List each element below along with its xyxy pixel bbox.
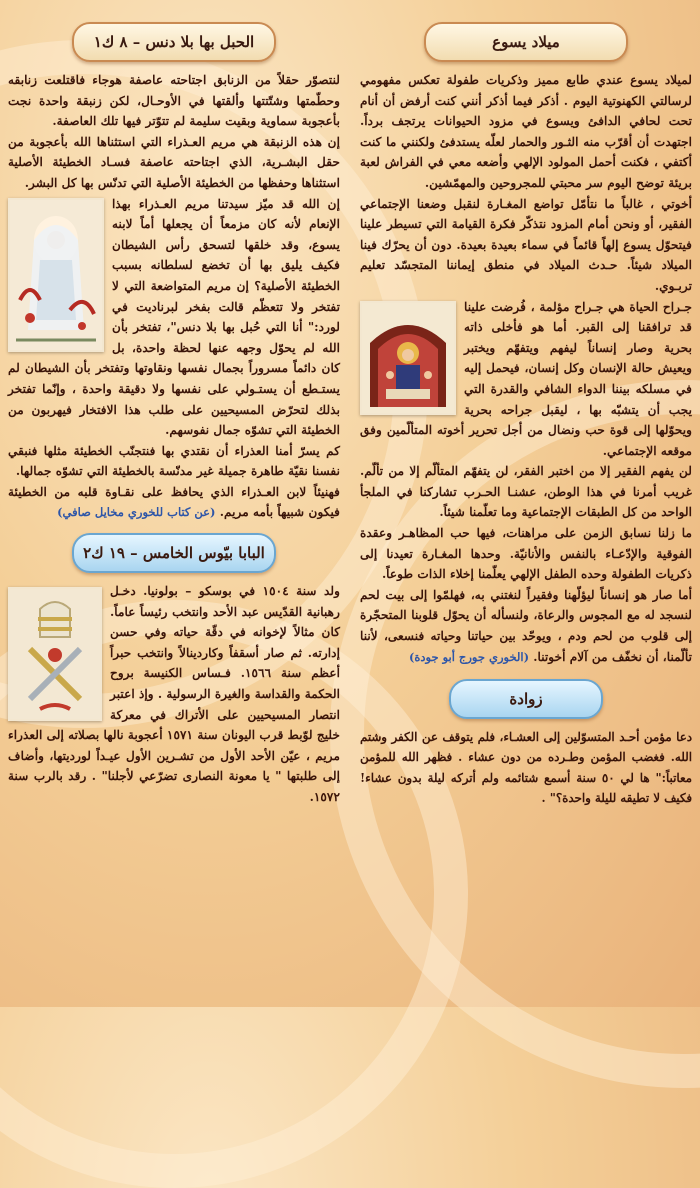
paragraph: [8, 482, 340, 523]
paragraph: لميلاد يسوع عندي طابع مميز وذكريات طفولة تعكس مفهومي لرسالتي الكهنوتية اليوم . أذكر فيما أذكر أنني كنت أرفض أن أنام تحت لحافي الدافئ ويسوع في مزود الحيوانات يرتجف برداً. اجتهدت أن أقرّب منه الثـور والحمار لعلّه يستدفئ ولكنني ما كنت أكتفي ، فكنت أحمل المولود الإلهي وأضعه معي في الفراش لعبة بريئة توضح اليوم سر محبتي للمجروحين والمهمّشين.: [360, 73, 692, 190]
right-column: [360, 14, 692, 808]
paragraph: إن هذه الزنبقة هي مريم العـذراء التي استثناها الله بأعجوبة من حقل البشـرية، الذي اجتاحته عاصفة فسـاد الخطيئة الأصلية استثناها وحفظها من الخطيئة الأصلية التي تدنّس بها كل البشر.: [8, 134, 340, 190]
signature: (عن كتاب للخوري مخايل صافي): [57, 505, 216, 520]
paragraph: كم يسرّ أمنا العذراء أن نقتدي بها فنتجنّب الخطيئة مثلها فنبقي نفسنا نقيّة طاهرة جميلة غير مدنّسة بالخطيئة التي تشوّه جمالها.: [8, 443, 340, 479]
section-title-pius: البابا بيّوس الخامس – ١٩ ك٢: [72, 533, 276, 573]
paragraph: [360, 585, 692, 667]
paragraph: لن يفهم الفقير إلا من اختبر الفقر، لن يتفهّم المتألّم إلا من تألّم. غريب أمرنا في هذا الوطن، عشنـا الحـرب تشاركنا في الملجأ الواحد من كل الطبقات الإجتماعية وما تعلّمنا شيئاً.: [360, 464, 692, 520]
papal-coat-of-arms-image: [8, 587, 102, 721]
section-title-birth: ميلاد يسوع: [424, 22, 628, 62]
paragraph-text: أما صار هو إنساناً ليؤلّهنا وفقيراً لنغتني به، فهلمّوا إلى بيت لحم لنسجد له مع المجوس والرعاة، ولنسأله أن يحوّل قلوبنا المتحجّرة إلى قلوب من لحم ودم ، ويوحّد بين حياتنا وحياته فنسعى، لأننا تألّمنا، أن نخفّف من آلام أخوتنا.: [360, 587, 692, 664]
paragraph: جـراح الحياة هي جـراح مؤلمة ، فُرضت علينا قد ترافقنا إلى القبر. أما هو فأخلى ذاته بحرية وصار إنساناً ليفهم ويتفهّم ويختبر ويعيش حالة الإنسان وكل إنسان، فيحمل إليه في مسلكه بيننا الدواء الشافي والقدرة التي يجب أن يتشبّه بها ، ليقبل جراحه بحرية ويحوّلها إلى قوة حب ونضال من أجل تحرير أخوته المتألّمين وفق موقعه الإجتماعي.: [360, 299, 692, 458]
paragraph: لنتصوّر حقلاً من الزنابق اجتاحته عاصفة هوجاء فاقتلعت زنابقه وحطّمتها وشتّتتها وألقتها في الأوحـال، لكن زنبقة واحدة نجت بأعجوبة سماوية وبقيت سليمة لم تتوّتر فيها تلك العاصفة.: [8, 73, 340, 129]
section-title-immaculate: الحبل بها بلا دنس – ٨ ك١: [72, 22, 276, 62]
nativity-icon-image: [360, 301, 456, 415]
left-column: [8, 14, 340, 808]
signature: (الخوري جورج أبو جودة): [408, 649, 530, 664]
provision-text: دعا مؤمن أحـد المتسوّلين إلى العشـاء، فلم يتوقف عن الكفر وشتم الله. فغضب المؤمن وطـرده من دون عشاء . فظهر الله للمؤمن معاتباً:" ها لي ٥٠ سنة أسمع شتائمه ولم أتركه ليلة بدون عشاء! فكيف لا تطيقه لليلة واحدة؟" .: [360, 730, 692, 805]
paragraph: إن الله قد ميّز سيدتنا مريم العـذراء بهذا الإنعام لأنه كان مزمعاً أن يجعلها أماً لابنه يسوع، وقد خلقها لتسحق رأس الشيطان فكيف يليق بها أن تخضع لسلطانه بسبب الخطيئة الأصلية؟ إن مريم المتواضعة التي لا تفتخر ولا تتعظّم قالت بفخر لبرناديت في لورد:" أنا التي حُبل بها بلا دنس"، تفتخر بأن الله لم يحوّل وجهه عنها لحظة واحدة، بل كان دائماً مسروراً بجمال نفسها ونقاوتها وتفتخر بأن الشيطان لم يستـطع أن يستـولي على نفسها ولا دقيقة واحدة ، وإنّما تفتخر بذلك لتحرّض المسيحيين على طلب هذا الافتخار فيهربون من الخطيئة التي تشوّه جمال نفوسهم.: [8, 196, 340, 438]
paragraph: أخوتي ، غالباً ما نتأمّل تواضع المغـارة لنقبل وضعنا الإجتماعي الفقير، أو ونحن أمام المزود نتذكّر فكرة القيامة التي تسيطر علينا فيتحوّل يسوع إلهاً قائماً في سماء بعيدة بعيدة. دون أن يحرّك فينا الميلاد شيئاً. حـدث الميلاد في منطق إيماننا المتجسّد تعليم تربـوي.: [360, 196, 692, 293]
virgin-mary-image: [8, 198, 104, 352]
section-title-provision: زوادة: [449, 679, 603, 719]
pius-text: ولد سنة ١٥٠٤ في بوسكو – بولونيا. دخـل رهبانية القدّيس عبد الأحد وانتخب رئيساً عاماً. كان مثالاً لإخوانه في دقّة حياته وفي حسن إدارته. ثم صار أسقفاً وكاردينالاً وانتخب حبراً أعظم سنة ١٥٦٦. فـساس الكنيسة بروح الحكمة والقداسة والغيرة الرسولية . وإذ اعتبر انتصار المسيحيين على الأتراك في معركة خليج لوّبط قرب اليونان سنة ١٥٧١ أعجوبة نالها بصلاته إلى العذراء مريم ، عيّن الأحد الأول من تشـرين الأول عيـداً لورديتها، وأضاف إلى طلبتها " يا معونة النصارى تضرّعي لأجلنا" . رقد بالرب سنة ١٥٧٢.: [8, 584, 340, 804]
paragraph: ما زلنا نسابق الزمن على مراهنات، فيها حب المظاهـر وعقدة الفوقية والإدّعـاء بالنفس والأنانيّة. وحدها المغـارة تعيدنا إلى ذكريات الطفولة وحده الطفل الإلهي يعلّمنا إخلاء الذات طوعاً.: [360, 526, 692, 582]
paragraph-text: فهنيئاً لابن العـذراء الذي يحافظ على نقـاوة قلبه من الخطيئة فيكون شبيهاً بأمه مريم.: [8, 484, 340, 520]
